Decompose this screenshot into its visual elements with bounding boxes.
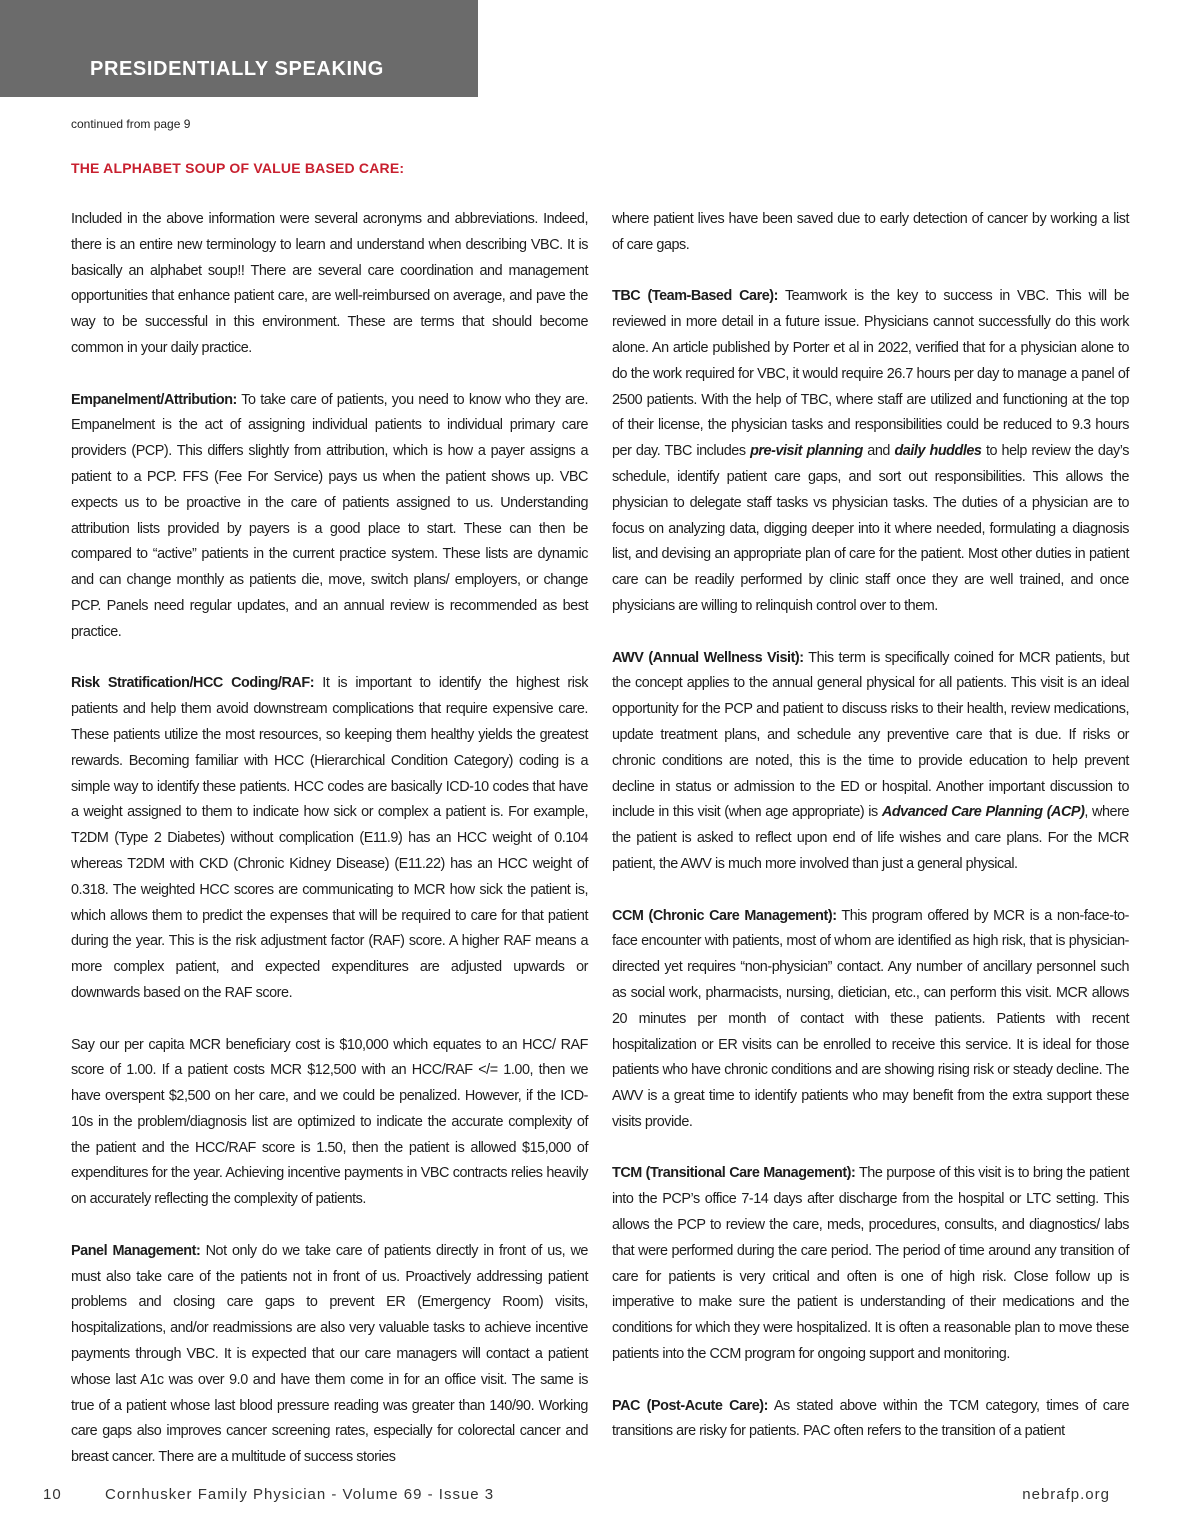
header-band — [0, 0, 478, 97]
awv-emphasis-acp: Advanced Care Planning (ACP) — [881, 804, 1085, 821]
pac-paragraph — [612, 1394, 1129, 1446]
article-section-title: THE ALPHABET SOUP OF VALUE BASED CARE: — [71, 160, 405, 176]
empanelment-text: To take care of patients, you need to know who they are. Empanelment is the act of assigning individual patients to individual primary care providers (PCP). This differs slightly from attribution, which is how a payer assigns a patient to a PCP. FFS (Fee For Service) pays us when the patient shows up. VBC expects us to be proactive in the care of patients assigned to us. Understanding attribution lists provided by payers is a good place to start. These can then be compared to “active” patients in the current practice system. These lists are dynamic and can change monthly as patients die, move, switch plans/ employers, or change PCP. Panels need regular updates, and an annual review is recommended as best practice. — [71, 391, 588, 640]
tbc-text-c: to help review the day’s schedule, identify patient care gaps, and sort out responsibilities. This allows the physician to delegate staff tasks vs physician tasks. The duties of a physician are to focus on analyzing data, digging deeper into it where needed, formulating a diagnosis list, and devising an appropriate plan of care for the patient. Most other duties in patient care can be readily performed by clinic staff once they are well trained, and once physicians are willing to relinquish control over to them. — [612, 443, 1130, 614]
ccm-text: This program offered by MCR is a non-face-to-face encounter with patients, most of whom are identified as high risk, that is physician-directed yet requires “non-physician” contact. Any number of ancillary personnel such as social work, pharmacists, nursing, dietician, etc., can perform this visit. MCR allows 20 minutes per month of contact with these patients. Patients with recent hospitalization or ER visits can be enrolled to receive this service. It is ideal for those patients who have chronic conditions and are showing rising risk or steady decline. The AWV is a great time to identify patients who may benefit from the extra support these visits provide. — [612, 907, 1130, 1130]
pac-text: As stated above within the TCM category, times of care transitions are risky for patients. PAC often refers to the transition of a patient — [612, 1397, 1129, 1440]
awv-text-b: , where the patient is asked to reflect upon end of life wishes and care plans. For the MCR patient, the AWV is much more involved than just a general physical. — [612, 804, 1130, 872]
risk-term: Risk Stratification/HCC Coding/RAF: — [71, 675, 315, 692]
awv-paragraph — [612, 646, 1129, 878]
page-number: 10 — [43, 1486, 62, 1503]
section-header-title: PRESIDENTIALLY SPEAKING — [90, 58, 384, 80]
awv-term: AWV (Annual Wellness Visit): — [612, 649, 804, 666]
awv-text-a: This term is specifically coined for MCR patients, but the concept applies to the annual general physical for all patients. This visit is an ideal opportunity for the PCP and patient to discuss risks to their health, review medications, update treatment plans, and schedule any preventive care that is due. If risks or chronic conditions are noted, this is the time to provide education to help prevent decline in status or admission to the ED or hospital. Another important discussion to include in this visit (when age appropriate) is — [612, 649, 1129, 821]
tbc-term: TBC (Team-Based Care): — [612, 288, 778, 305]
right-column — [612, 207, 1129, 1471]
pac-term: PAC (Post-Acute Care): — [612, 1397, 768, 1414]
continuation-paragraph: where patient lives have been saved due to early detection of cancer by working a list of care gaps. — [612, 211, 1129, 253]
publication-info: Cornhusker Family Physician - Volume 69 - Issue 3 — [105, 1486, 495, 1503]
panel-paragraph — [71, 1239, 588, 1471]
ccm-term: CCM (Chronic Care Management): — [612, 907, 837, 924]
tcm-paragraph — [612, 1161, 1129, 1367]
tbc-paragraph — [612, 284, 1129, 619]
ccm-paragraph — [612, 904, 1129, 1136]
panel-text: Not only do we take care of patients directly in front of us, we must also take care of the patients not in front of us. Proactively addressing patient problems and closing care gaps to prevent ER (Emergency Room) visits, hospitalizations, and/or readmissions are also very valuable tasks to achieve incentive payments through VBC. It is expected that our care managers will contact a patient whose last A1c was over 9.0 and have them come in for an office visit. The same is true of a patient whose last blood pressure reading was greater than 140/90. Working care gaps also improves cancer screening rates, especially for colorectal cancer and breast cancer. There are a multitude of success stories — [71, 1242, 588, 1466]
tbc-text-a: Teamwork is the key to success in VBC. This will be reviewed in more detail in a future issue. Physicians cannot successfully do this work alone. An article published by Porter et al in 2022, verified that for a physician alone to do the work required for VBC, it would require 26.7 hours per day to manage a panel of 2500 patients. With the help of TBC, where staff are utilized and functioning at the top of their license, the physician tasks and responsibilities could be reduced to 9.3 hours per day. TBC includes — [612, 288, 1129, 460]
continued-note: continued from page 9 — [71, 117, 191, 131]
left-column — [71, 207, 588, 1497]
intro-paragraph: Included in the above information were several acronyms and abbreviations. Indeed, there is an entire new terminology to learn and understand when describing VBC. It is basically an alphabet soup!! There are several care coordination and management opportunities that enhance patient care, are well-reimbursed on average, and pave the way to be successful in this environment. These are terms that should become common in your daily practice. — [71, 211, 588, 356]
empanelment-paragraph — [71, 388, 588, 646]
empanelment-term: Empanelment/Attribution: — [71, 391, 237, 408]
tbc-text-b: and — [862, 443, 895, 460]
tcm-term: TCM (Transitional Care Management): — [612, 1165, 856, 1182]
tbc-emphasis-pre-visit: pre-visit planning — [750, 443, 863, 460]
example-paragraph: Say our per capita MCR beneficiary cost is $10,000 which equates to an HCC/ RAF score of 1.00. If a patient costs MCR $12,500 with an HCC/RAF </= 1.00, then we have overspent $2,500 on her care, and we could be penalized. However, if the ICD-10s in the problem/diagnosis list are optimized to indicate the accurate complexity of the patient and the HCC/RAF score is 1.50, then the patient is allowed $15,000 of expenditures for the year. Achieving incentive payments in VBC contracts relies heavily on accurately reflecting the complexity of patients. — [71, 1036, 588, 1208]
website-link[interactable]: nebrafp.org — [1022, 1486, 1110, 1503]
risk-paragraph — [71, 671, 588, 1006]
risk-text: It is important to identify the highest risk patients and help them avoid downstream complications that require expensive care. These patients utilize the most resources, so keeping them healthy yields the greatest rewards. Becoming familiar with HCC (Hierarchical Condition Category) coding is a simple way to identify these patients. HCC codes are basically ICD-10 codes that have a weight assigned to them to indicate how sick or complex a patient is. For example, T2DM (Type 2 Diabetes) without complication (E11.9) has an HCC weight of 0.104 whereas T2DM with CKD (Chronic Kidney Disease) (E11.22) has an HCC weight of 0.318. The weighted HCC scores are communicating to MCR how sick the patient is, which allows them to predict the expenses that will be required to care for that patient during the year. This is the risk adjustment factor (RAF) score. A higher RAF means a more complex patient, and expected expenditures are adjusted upwards or downwards based on the RAF score. — [71, 675, 588, 1001]
panel-term: Panel Management: — [71, 1242, 201, 1259]
tcm-text: The purpose of this visit is to bring the patient into the PCP’s office 7-14 days after discharge from the hospital or LTC setting. This allows the PCP to review the care, meds, procedures, consults, and diagnostics/ labs that were performed during the care period. The period of time around any transition of care for patients is very critical and often is one of high risk. Close follow up is imperative to make sure the patient is understanding of their medications and the conditions for which they were hospitalized. It is often a reasonable plan to move these patients into the CCM program for ongoing support and monitoring. — [612, 1165, 1130, 1363]
tbc-emphasis-huddles: daily huddles — [894, 443, 982, 460]
